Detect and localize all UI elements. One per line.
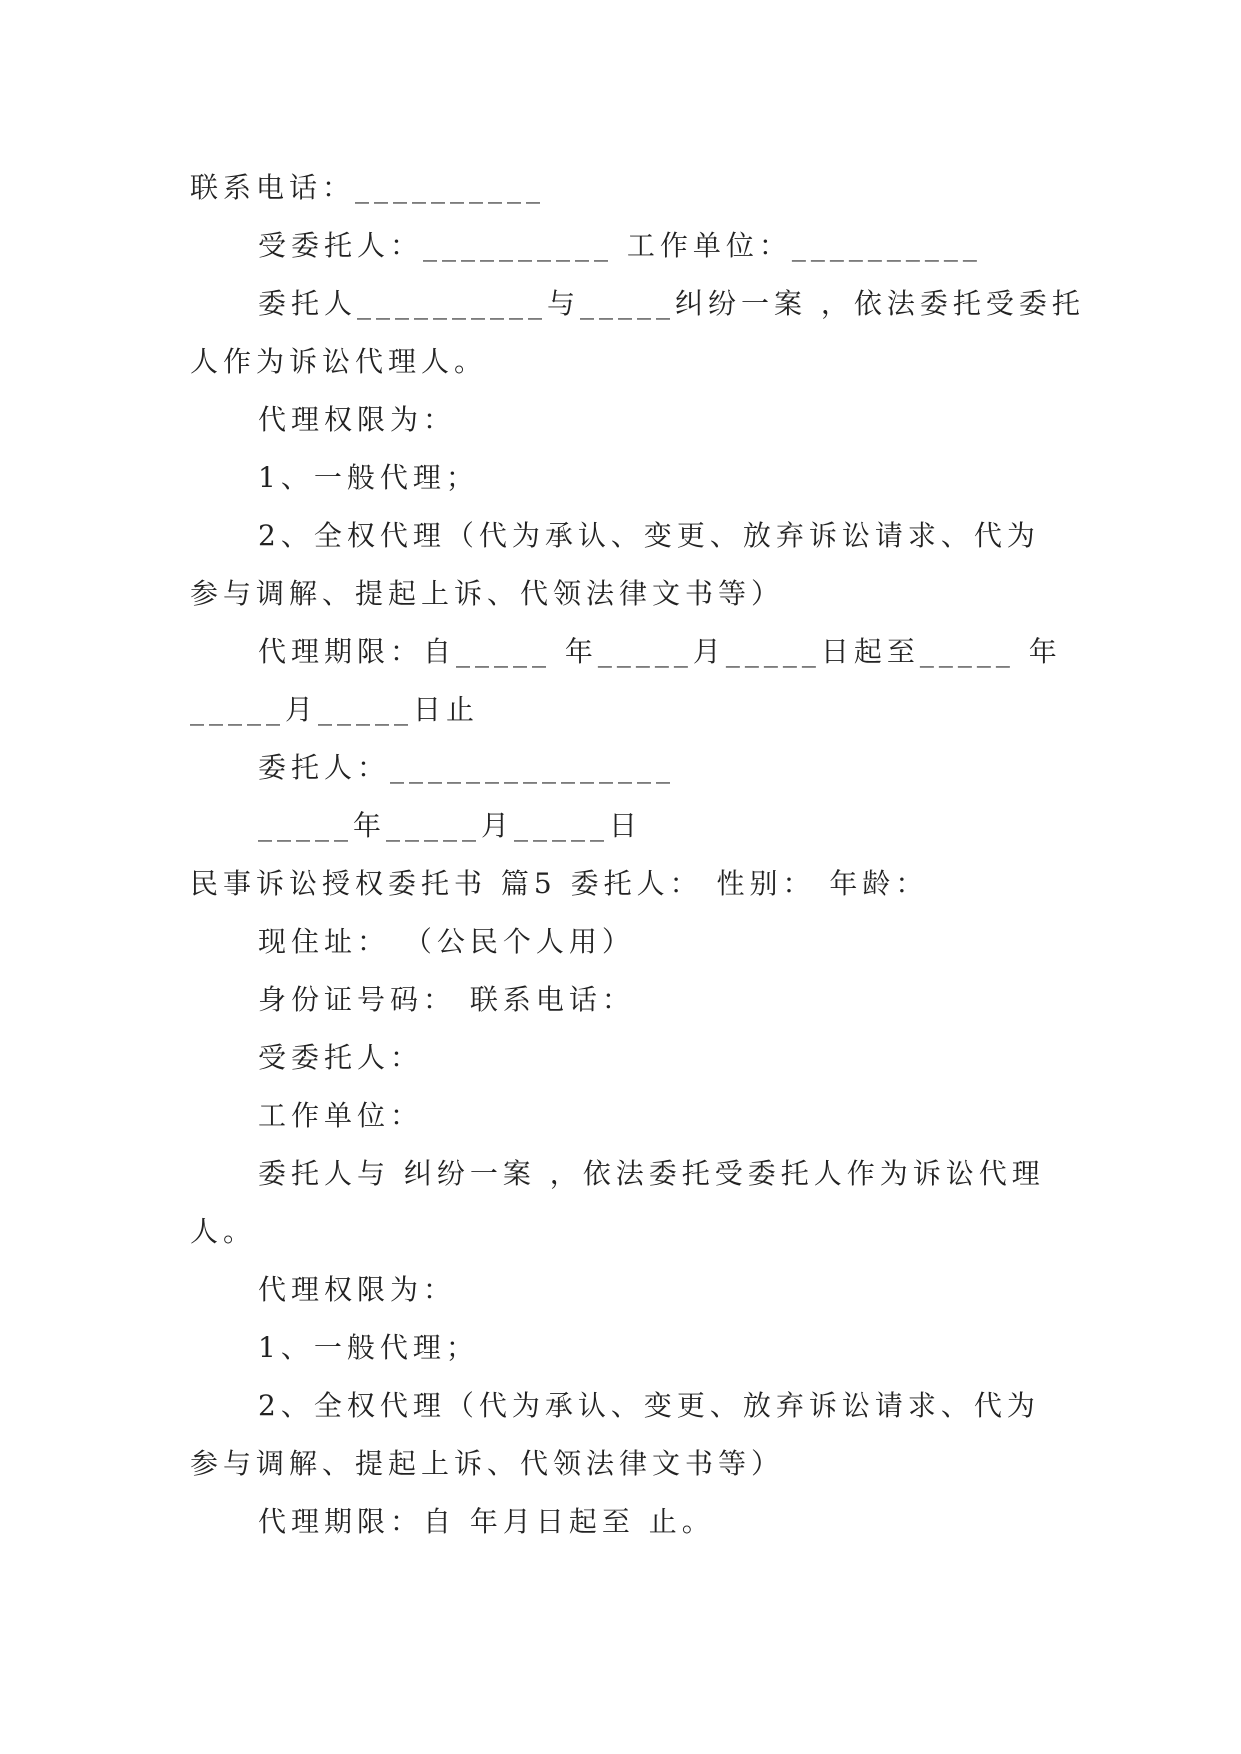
- full-agency-item: 2、全权代理（代为承认、变更、放弃诉讼请求、代为: [258, 519, 1040, 552]
- id-number-line: 身份证号码： 联系电话：: [258, 983, 635, 1016]
- authority-scope-heading: 代理权限为：: [258, 403, 457, 436]
- general-agency-item-2: 1、一般代理；: [258, 1331, 479, 1364]
- agent-workplace-line: 受委托人：__________ 工作单位：__________: [258, 229, 982, 262]
- full-agency-continuation-2: 参与调解、提起上诉、代领法律文书等）: [190, 1447, 785, 1480]
- authority-scope-heading-2: 代理权限为：: [258, 1273, 457, 1306]
- full-agency-continuation: 参与调解、提起上诉、代领法律文书等）: [190, 577, 785, 610]
- case-delegation-line: 委托人__________与_____纠纷一案 ，依法委托受委托: [258, 287, 1085, 320]
- agency-period-line-2: 代理期限：自 年月日起至 止。: [258, 1505, 715, 1538]
- general-agency-item: 1、一般代理；: [258, 461, 479, 494]
- contact-phone-line: 联系电话：__________: [190, 171, 546, 204]
- workplace-line: 工作单位：: [258, 1099, 424, 1132]
- case-delegation-continuation-2: 人。: [190, 1215, 257, 1248]
- section-title-line: 民事诉讼授权委托书 篇5 委托人： 性别： 年龄：: [190, 867, 929, 900]
- principal-signature-line: 委托人：_______________: [258, 751, 676, 784]
- full-agency-item-2: 2、全权代理（代为承认、变更、放弃诉讼请求、代为: [258, 1389, 1040, 1422]
- case-delegation-continuation: 人作为诉讼代理人。: [190, 345, 488, 378]
- current-address-line: 现住址： （公民个人用）: [258, 925, 635, 958]
- agent-line: 受委托人：: [258, 1041, 424, 1074]
- signature-date-line: _____年_____月_____日: [258, 809, 643, 842]
- case-delegation-line-2: 委托人与 纠纷一案 ，依法委托受委托人作为诉讼代理: [258, 1157, 1045, 1190]
- agency-period-line: 代理期限：自_____ 年_____月_____日起至_____ 年: [258, 635, 1062, 668]
- agency-period-continuation: _____月_____日止: [190, 693, 480, 726]
